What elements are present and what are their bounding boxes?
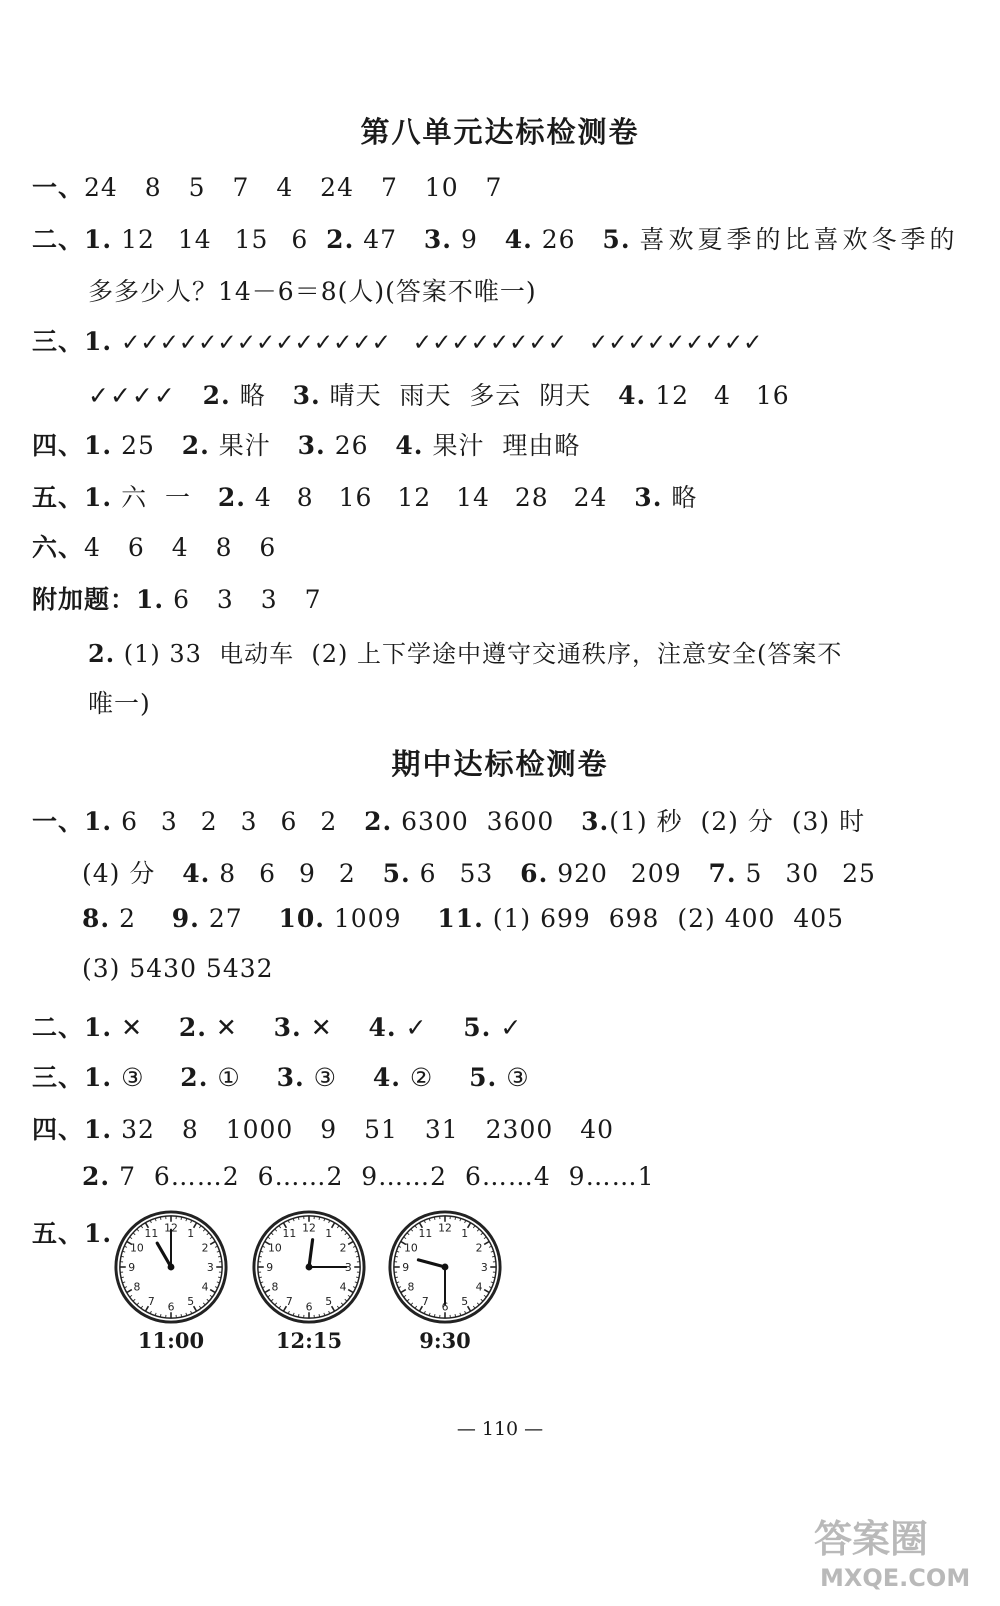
item-number: 4.	[372, 1063, 401, 1092]
minute-tick	[210, 1241, 215, 1244]
answer-text: 喜欢夏季的比喜欢冬季的	[639, 225, 959, 254]
hour-hand	[309, 1240, 313, 1267]
answer-line-mid-q1-l2	[82, 854, 876, 890]
minute-tick	[259, 1277, 262, 1278]
minute-tick	[455, 1217, 456, 1220]
question-lead: 二、	[32, 1013, 85, 1042]
page-number: — 110 —	[456, 1418, 544, 1440]
answer-text: (1) 33 电动车 (2) 上下学途中遵守交通秩序，注意安全(答案不	[123, 640, 843, 668]
minute-tick	[345, 1299, 347, 1301]
minute-tick	[268, 1237, 270, 1239]
clock-numeral: 4	[201, 1280, 209, 1294]
item-number: 6.	[520, 859, 549, 888]
clock-face-2	[250, 1208, 368, 1326]
clock-center	[168, 1264, 175, 1271]
watermark-logo-text: 答案圈	[814, 1517, 929, 1561]
minute-tick	[207, 1299, 209, 1301]
check-marks: ✓✓✓✓	[88, 381, 176, 410]
minute-tick	[411, 1303, 413, 1305]
answer-text: 6 53	[419, 859, 494, 888]
clock-numeral: 10	[404, 1241, 418, 1255]
check-mark: ✓	[500, 1013, 523, 1042]
minute-tick	[288, 1220, 289, 1223]
minute-tick	[203, 1229, 205, 1231]
minute-tick	[492, 1277, 495, 1278]
check-marks: ✓✓✓✓✓✓✓✓✓✓✓✓✓✓ ✓✓✓✓✓✓✓✓ ✓✓✓✓✓✓✓✓✓	[121, 330, 763, 356]
minute-tick	[199, 1306, 201, 1308]
answer-line-u8-extra	[32, 580, 322, 616]
answer-text: 六 一	[121, 483, 191, 512]
clock-face-3	[386, 1208, 504, 1326]
answer-line-u8-q3-cont	[88, 376, 790, 412]
minute-tick	[424, 1311, 425, 1314]
item-number: 3.	[423, 225, 452, 254]
minute-tick	[259, 1256, 262, 1257]
clock-numeral: 7	[285, 1294, 293, 1308]
minute-tick	[407, 1299, 409, 1301]
item-number: 10.	[278, 904, 325, 933]
clock-numeral: 12	[302, 1221, 316, 1235]
minute-tick	[298, 1217, 299, 1220]
clock-numeral: 1	[325, 1226, 333, 1240]
item-number: 3.	[292, 381, 321, 410]
clock-numeral: 12	[438, 1221, 452, 1235]
item-number: 2.	[326, 225, 355, 254]
item-number: 2.	[217, 483, 246, 512]
answer-line-u8-q2	[32, 220, 959, 256]
minute-tick	[404, 1295, 406, 1297]
minute-tick	[465, 1311, 466, 1314]
minute-tick	[489, 1287, 492, 1288]
minute-tick	[455, 1314, 456, 1317]
item-number: 3.	[634, 483, 663, 512]
question-lead: 五、	[32, 1219, 85, 1248]
question-lead: 四、	[32, 1115, 85, 1144]
minute-tick	[191, 1311, 192, 1314]
minute-tick	[137, 1303, 139, 1305]
minute-tick	[262, 1246, 265, 1247]
clock-numeral: 11	[282, 1226, 297, 1240]
clock-numeral: 9	[128, 1260, 136, 1274]
answer-line-u8-q4	[32, 426, 580, 462]
minute-tick	[477, 1303, 479, 1305]
question-lead: 一、	[32, 173, 85, 202]
item-number: 5.	[602, 225, 631, 254]
minute-tick	[345, 1233, 347, 1235]
question-lead: 二、	[32, 225, 85, 254]
question-lead: 六、	[32, 533, 85, 562]
answer-text: 12 4 16	[655, 381, 790, 410]
answer-text: 略	[671, 483, 698, 512]
minute-tick	[481, 1233, 483, 1235]
answer-text: 6 3 2 3 6 2	[121, 807, 338, 836]
clock-numeral: 7	[147, 1294, 155, 1308]
question-lead: 五、	[32, 483, 85, 512]
item-number: 3.	[581, 807, 610, 836]
item-number: 5.	[463, 1013, 492, 1042]
section-title-midterm: 期中达标检测卷	[391, 747, 609, 781]
minute-tick	[484, 1237, 486, 1239]
minute-tick	[121, 1256, 124, 1257]
item-number: 1.	[84, 1115, 113, 1144]
answer-line-u8-q3	[32, 322, 762, 358]
minute-tick	[262, 1287, 265, 1288]
clock-numeral: 8	[407, 1280, 415, 1294]
minute-tick	[207, 1233, 209, 1235]
answer-text: 1009	[333, 904, 402, 933]
minute-tick	[477, 1229, 479, 1231]
minute-tick	[434, 1217, 435, 1220]
minute-tick	[271, 1299, 273, 1301]
answer-text: (4) 分	[82, 859, 156, 888]
minute-tick	[137, 1229, 139, 1231]
clock-time-label: 9:30	[419, 1328, 471, 1353]
check-mark: ✓	[405, 1013, 428, 1042]
clock-numeral: 5	[461, 1294, 469, 1308]
answer-text: 12 14 15 6	[121, 225, 309, 254]
clock-time-label: 12:15	[275, 1328, 343, 1353]
minute-tick	[215, 1246, 218, 1247]
answer-text: 26	[334, 431, 369, 460]
minute-tick	[356, 1277, 359, 1278]
minute-tick	[329, 1311, 330, 1314]
minute-tick	[348, 1295, 350, 1297]
minute-tick	[160, 1217, 161, 1220]
hour-hand	[157, 1243, 171, 1267]
clock-numeral: 6	[441, 1300, 449, 1314]
answer-text: ③	[121, 1063, 145, 1092]
clock-numeral: 8	[271, 1280, 279, 1294]
minute-tick	[265, 1290, 270, 1293]
minute-tick	[150, 1311, 151, 1314]
item-number: 1.	[84, 807, 113, 836]
clock-numeral: 1	[187, 1226, 195, 1240]
item-number: 1.	[84, 1063, 113, 1092]
answer-text: 5 30 25	[745, 859, 876, 888]
minute-tick	[356, 1256, 359, 1257]
question-lead: 三、	[32, 1063, 85, 1092]
answer-text: 4 8 16 12 14 28 24	[254, 483, 608, 512]
answer-text: (1) 秒 (2) 分 (3) 时	[609, 807, 866, 836]
clock-numeral: 1	[461, 1226, 469, 1240]
minute-tick	[341, 1303, 343, 1305]
answer-line-mid-q1	[32, 802, 865, 838]
clock-numeral: 8	[133, 1280, 141, 1294]
answer-text: 果汁	[218, 431, 271, 460]
minute-tick	[411, 1229, 413, 1231]
item-number: 4.	[504, 225, 533, 254]
clock-numeral: 11	[418, 1226, 433, 1240]
item-number: 1.	[84, 225, 113, 254]
clock-time-label: 11:00	[137, 1328, 205, 1353]
clock-numeral: 12	[164, 1221, 178, 1235]
answer-line-u8-q6	[32, 528, 276, 564]
item-number: 4.	[618, 381, 647, 410]
answer-text: 8 6 9 2	[219, 859, 356, 888]
watermark-logo-url: MXQE.COM	[820, 1564, 971, 1592]
answer-line-u8-q2-cont: 多多少人？14－6＝8(人)(答案不唯一)	[88, 277, 537, 306]
clock-numeral: 10	[130, 1241, 144, 1255]
answer-text: 26	[541, 225, 576, 254]
minute-tick	[395, 1256, 398, 1257]
item-number: 2.	[88, 639, 116, 668]
answer-text: 920 209	[557, 859, 682, 888]
minute-tick	[203, 1303, 205, 1305]
item-number: 2.	[181, 431, 210, 460]
clock-numeral: 5	[187, 1294, 195, 1308]
minute-tick	[341, 1229, 343, 1231]
minute-tick	[121, 1277, 124, 1278]
clock-numeral: 10	[268, 1241, 282, 1255]
item-number: 2.	[180, 1063, 209, 1092]
item-number: 2.	[82, 1162, 111, 1191]
cross-mark: ✕	[215, 1013, 238, 1042]
answer-line-mid-q1-l4: (3) 5430 5432	[82, 954, 274, 983]
minute-tick	[199, 1226, 201, 1228]
clock-numeral: 6	[167, 1300, 175, 1314]
clock-numeral: 3	[480, 1260, 488, 1274]
clock-numeral: 4	[475, 1280, 483, 1294]
minute-tick	[288, 1311, 289, 1314]
clock-center	[442, 1264, 449, 1271]
minute-tick	[133, 1299, 135, 1301]
answer-text: 27	[208, 904, 243, 933]
minute-tick	[492, 1256, 495, 1257]
answer-text: 9	[460, 225, 478, 254]
clock-numeral: 9	[266, 1260, 274, 1274]
answer-line-mid-q5	[32, 1214, 112, 1250]
clock-numeral: 2	[475, 1241, 483, 1255]
minute-tick	[271, 1233, 273, 1235]
watermark-logo	[806, 1506, 986, 1596]
minute-tick	[434, 1314, 435, 1317]
answer-text: 4 6 4 8 6	[84, 533, 277, 562]
minute-tick	[398, 1287, 401, 1288]
minute-tick	[279, 1226, 281, 1228]
minute-tick	[465, 1220, 466, 1223]
item-number: 4.	[182, 859, 211, 888]
minute-tick	[218, 1277, 221, 1278]
answer-text: 47	[363, 225, 398, 254]
minute-tick	[398, 1246, 401, 1247]
answer-text: 6300 3600	[401, 807, 555, 836]
answer-line-u8-extra-2	[88, 634, 842, 669]
minute-tick	[160, 1314, 161, 1317]
minute-tick	[133, 1233, 135, 1235]
answer-line-mid-q1-l3	[82, 904, 844, 933]
minute-tick	[268, 1295, 270, 1297]
minute-tick	[130, 1295, 132, 1297]
clock-numeral: 5	[325, 1294, 333, 1308]
minute-tick	[124, 1246, 127, 1247]
minute-tick	[407, 1233, 409, 1235]
item-number: 1.	[84, 483, 113, 512]
answer-text: 晴天 雨天 多云 阴天	[329, 381, 592, 410]
item-number: 1.	[84, 327, 113, 356]
minute-tick	[348, 1290, 353, 1293]
item-number: 4.	[395, 431, 424, 460]
item-number: 3.	[273, 1013, 302, 1042]
cross-mark: ✕	[310, 1013, 333, 1042]
item-number: 9.	[171, 904, 200, 933]
answer-text: 2	[119, 904, 136, 933]
item-number: 5.	[469, 1063, 498, 1092]
minute-tick	[415, 1226, 417, 1228]
minute-tick	[191, 1220, 192, 1223]
minute-tick	[141, 1306, 143, 1308]
minute-tick	[353, 1246, 356, 1247]
minute-tick	[141, 1226, 143, 1228]
hour-hand	[418, 1260, 445, 1267]
answer-text: 6 3 3 7	[173, 585, 322, 614]
clock-numeral: 9	[402, 1260, 410, 1274]
minute-tick	[275, 1229, 277, 1231]
minute-tick	[489, 1246, 492, 1247]
answer-line-mid-q3	[32, 1058, 530, 1094]
answer-line-u8-extra-cont: 唯一)	[88, 689, 151, 718]
answer-text: 32 8 1000 9 51 31 2300 40	[121, 1115, 615, 1144]
minute-tick	[279, 1306, 281, 1308]
minute-tick	[275, 1303, 277, 1305]
answer-text: 7 6……2 6……2 9……2 6……4 9……1	[119, 1162, 655, 1191]
minute-tick	[353, 1287, 356, 1288]
minute-tick	[415, 1306, 417, 1308]
minute-tick	[473, 1306, 475, 1308]
answer-text: ②	[409, 1063, 434, 1092]
answer-line-u8-q1	[32, 168, 502, 204]
item-number: 3.	[297, 431, 326, 460]
minute-tick	[337, 1306, 339, 1308]
minute-tick	[319, 1217, 320, 1220]
minute-tick	[210, 1237, 212, 1239]
answer-text: 略	[239, 381, 266, 410]
clock-face-1	[112, 1208, 230, 1326]
minute-tick	[484, 1241, 489, 1244]
answer-text: 24 8 5 7 4 24 7 10 7	[84, 173, 503, 202]
minute-tick	[348, 1241, 353, 1244]
answer-line-mid-q4	[32, 1110, 614, 1146]
clock-numeral: 2	[201, 1241, 209, 1255]
section-title-unit8: 第八单元达标检测卷	[360, 115, 640, 149]
cross-mark: ✕	[121, 1013, 144, 1042]
minute-tick	[218, 1256, 221, 1257]
minute-tick	[484, 1290, 489, 1293]
answer-line-mid-q4-2	[82, 1162, 655, 1191]
question-lead: 附加题：	[32, 585, 137, 614]
minute-tick	[210, 1295, 212, 1297]
minute-tick	[124, 1287, 127, 1288]
minute-tick	[329, 1220, 330, 1223]
item-number: 4.	[368, 1013, 397, 1042]
clock-numeral: 3	[206, 1260, 214, 1274]
answer-text: ①	[217, 1063, 241, 1092]
minute-tick	[181, 1217, 182, 1220]
answer-line-u8-q5	[32, 478, 697, 514]
answer-text: 25	[121, 431, 155, 460]
item-number: 1.	[136, 585, 165, 614]
item-number: 2.	[202, 381, 231, 410]
item-number: 7.	[708, 859, 737, 888]
answer-line-mid-q2	[32, 1008, 522, 1044]
item-number: 1.	[84, 1219, 113, 1248]
minute-tick	[424, 1220, 425, 1223]
item-number: 1.	[84, 431, 113, 460]
answer-text: (1) 699 698 (2) 400 405	[492, 904, 845, 933]
answer-text: ③	[313, 1063, 338, 1092]
answer-text: ③	[506, 1063, 530, 1092]
clock-numeral: 11	[144, 1226, 159, 1240]
item-number: 5.	[382, 859, 411, 888]
minute-tick	[395, 1277, 398, 1278]
minute-tick	[473, 1226, 475, 1228]
minute-tick	[298, 1314, 299, 1317]
item-number: 11.	[437, 904, 484, 933]
minute-tick	[348, 1237, 350, 1239]
minute-tick	[319, 1314, 320, 1317]
minute-tick	[401, 1290, 406, 1293]
minute-tick	[150, 1220, 151, 1223]
item-number: 1.	[84, 1013, 113, 1042]
minute-tick	[210, 1290, 215, 1293]
minute-tick	[337, 1226, 339, 1228]
question-lead: 一、	[32, 807, 85, 836]
clock-numeral: 4	[339, 1280, 347, 1294]
minute-tick	[127, 1290, 132, 1293]
item-number: 2.	[364, 807, 393, 836]
item-number: 2.	[178, 1013, 207, 1042]
minute-tick	[484, 1295, 486, 1297]
clock-numeral: 7	[421, 1294, 429, 1308]
minute-tick	[130, 1237, 132, 1239]
minute-tick	[181, 1314, 182, 1317]
clock-numeral: 3	[344, 1260, 352, 1274]
clock-numeral: 6	[305, 1300, 313, 1314]
item-number: 8.	[82, 904, 111, 933]
minute-tick	[404, 1237, 406, 1239]
answer-text: 果汁 理由略	[432, 431, 581, 460]
minute-tick	[215, 1287, 218, 1288]
question-lead: 三、	[32, 327, 85, 356]
minute-tick	[481, 1299, 483, 1301]
clock-numeral: 2	[339, 1241, 347, 1255]
question-lead: 四、	[32, 431, 85, 460]
clock-center	[306, 1264, 313, 1271]
item-number: 3.	[276, 1063, 305, 1092]
